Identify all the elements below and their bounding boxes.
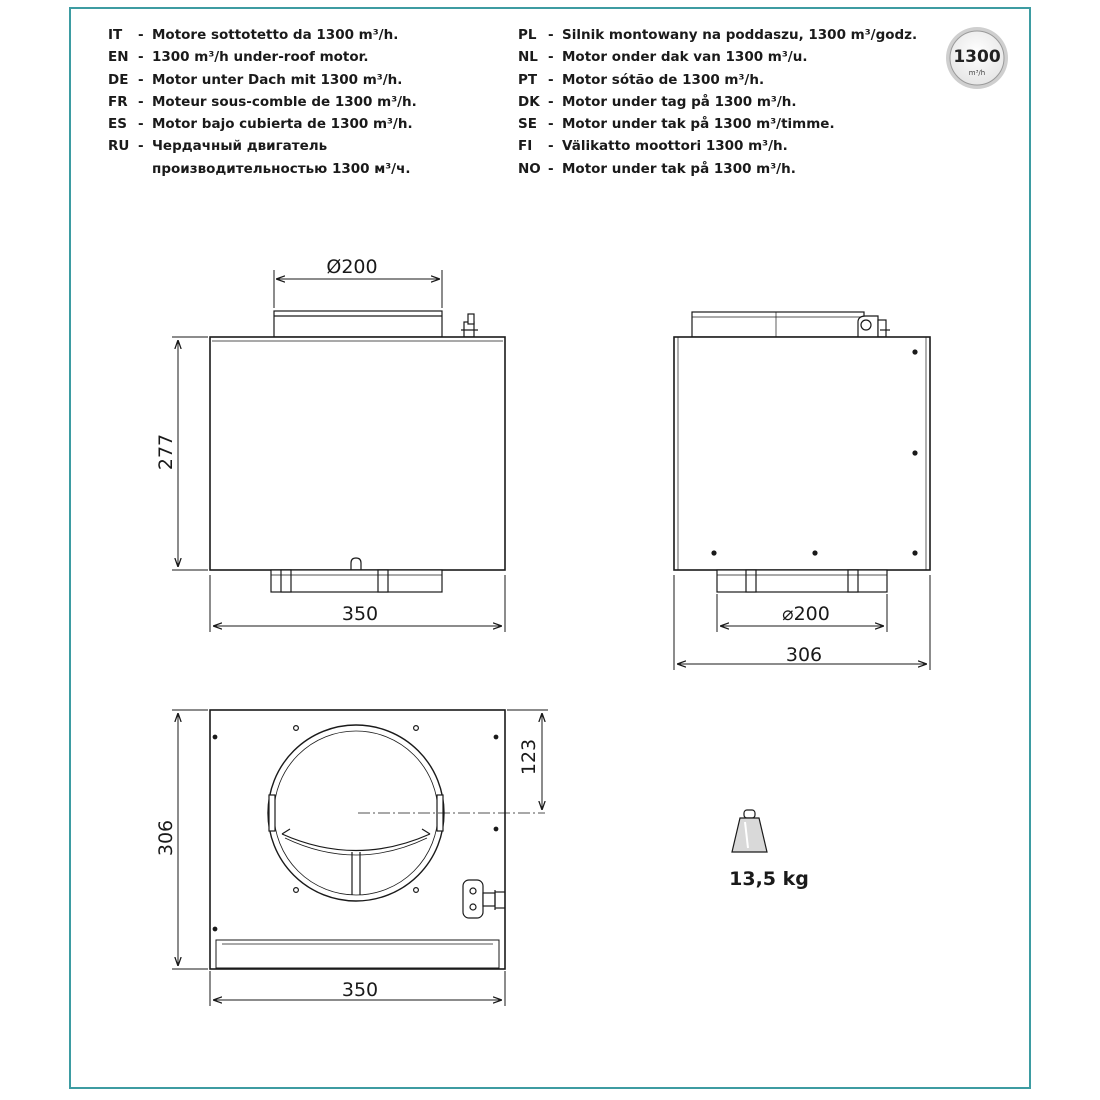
dim-side-bottom-diameter: ⌀200 [782, 603, 830, 625]
legend-text: Motor onder dak van 1300 m³/u. [562, 49, 808, 66]
legend-dash: - [548, 160, 554, 177]
dim-side-width: 306 [785, 644, 823, 666]
front-view [210, 311, 505, 592]
bottom-view [210, 710, 505, 969]
dim-bottom-offset: 123 [518, 738, 540, 776]
legend-text: Silnik montowany na poddaszu, 1300 m³/godz. [562, 27, 918, 43]
dim-bottom-width: 350 [341, 979, 379, 1001]
language-code: DK [518, 93, 540, 110]
legend-dash: - [548, 49, 554, 66]
language-code: DE [108, 71, 129, 88]
legend-text: Чердачный двигатель [152, 138, 328, 155]
language-code: SE [518, 116, 537, 133]
legend-text: Välikatto moottori 1300 m³/h. [562, 138, 788, 155]
legend-dash: - [138, 27, 144, 43]
legend-text: Motor under tak på 1300 m³/h. [562, 160, 796, 177]
language-code: PT [518, 71, 538, 88]
language-code: IT [108, 27, 123, 43]
legend-text: Motor sótão de 1300 m³/h. [562, 71, 765, 88]
airflow-badge [946, 27, 1008, 89]
legend-text: Motore sottotetto da 1300 m³/h. [152, 27, 399, 43]
dim-front-height: 277 [155, 433, 177, 471]
legend-text: 1300 m³/h under-roof motor. [152, 49, 369, 66]
legend-dash: - [138, 116, 144, 133]
legend-text: Motor unter Dach mit 1300 m³/h. [152, 71, 403, 88]
legend-text: Motor under tag på 1300 m³/h. [562, 93, 797, 110]
legend-dash: - [548, 93, 554, 110]
legend-dash: - [548, 138, 554, 155]
weight-label: 13,5 kg [729, 868, 809, 890]
legend-dash: - [548, 116, 554, 133]
language-code: RU [108, 138, 130, 155]
badge-value: 1300 [953, 47, 1001, 67]
legend-text: производительностью 1300 м³/ч. [152, 160, 411, 177]
language-code: NL [518, 49, 538, 66]
legend-dash: - [138, 93, 144, 110]
legend-dash: - [138, 71, 144, 88]
language-code: NO [518, 160, 541, 177]
legend-dash: - [138, 49, 144, 66]
legend-text: Moteur sous-comble de 1300 m³/h. [152, 93, 417, 110]
legend-dash: - [548, 71, 554, 88]
side-view [674, 312, 930, 592]
language-code: PL [518, 27, 537, 43]
language-code: FR [108, 93, 128, 110]
legend-text: Motor bajo cubierta de 1300 m³/h. [152, 116, 413, 133]
dim-front-width: 350 [341, 603, 379, 625]
language-code: ES [108, 116, 127, 133]
dim-bottom-depth: 306 [155, 819, 177, 857]
legend-dash: - [138, 138, 144, 155]
legend-dash: - [548, 27, 554, 43]
language-code: FI [518, 138, 533, 155]
language-code: EN [108, 49, 129, 66]
dim-front-top-diameter: Ø200 [326, 256, 378, 278]
legend-text: Motor under tak på 1300 m³/timme. [562, 116, 835, 133]
badge-unit: m³/h [968, 69, 986, 77]
weight-icon [732, 810, 767, 852]
